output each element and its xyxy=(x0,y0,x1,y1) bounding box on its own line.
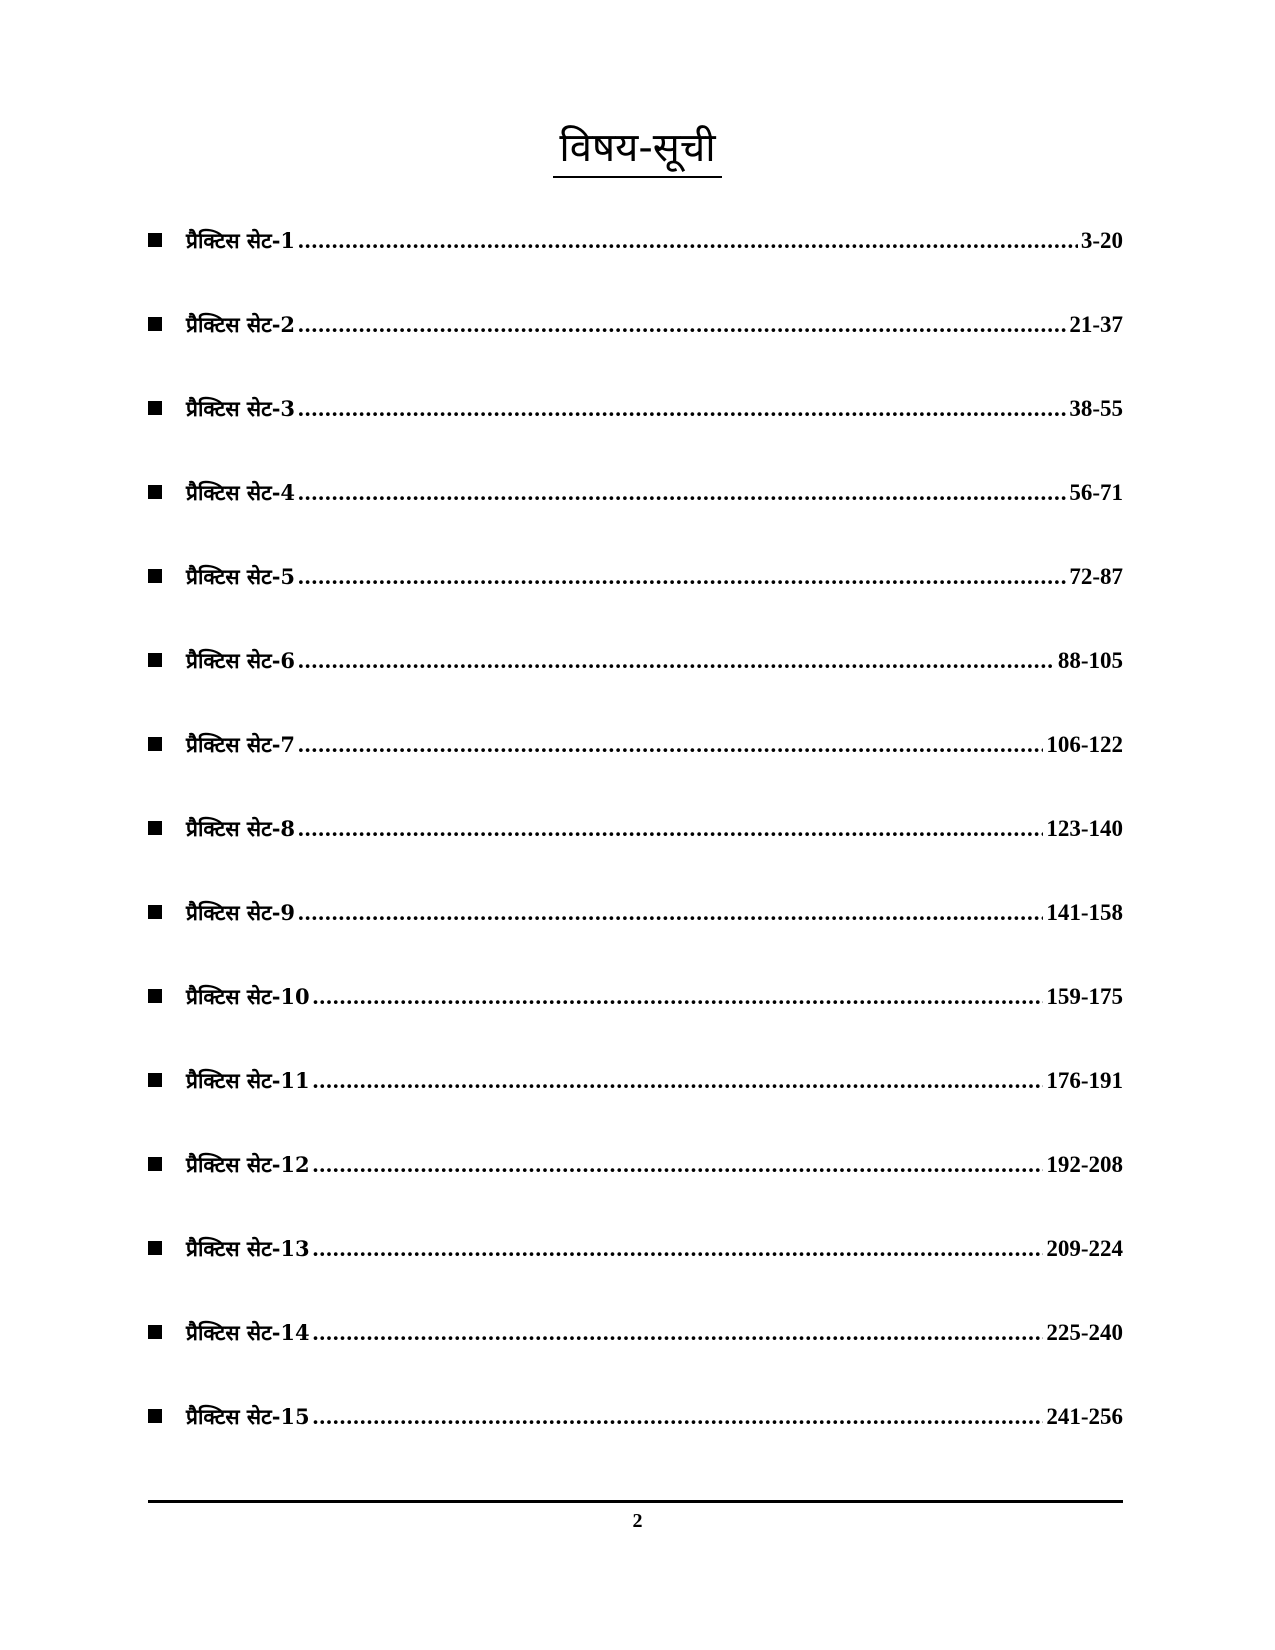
toc-entry-pages: 21-37 xyxy=(1069,312,1123,337)
square-bullet-icon xyxy=(148,1409,162,1423)
square-bullet-icon xyxy=(148,317,162,331)
square-bullet-icon xyxy=(148,1325,162,1339)
toc-entry[interactable] xyxy=(148,816,1123,900)
toc-entry-pages: 88-105 xyxy=(1057,648,1123,673)
square-bullet-icon xyxy=(148,989,162,1003)
dot-leader xyxy=(298,564,1066,590)
toc-entry-label: प्रैक्टिस सेट-1 xyxy=(186,228,296,253)
toc-entry-pages: 72-87 xyxy=(1069,564,1123,589)
dot-leader xyxy=(298,480,1066,506)
toc-entry-label: प्रैक्टिस सेट-6 xyxy=(186,648,296,673)
dot-leader xyxy=(298,648,1055,674)
toc-entry-pages: 123-140 xyxy=(1046,816,1123,841)
toc-entry-label: प्रैक्टिस सेट-14 xyxy=(186,1320,310,1345)
page-title-block xyxy=(0,122,1275,178)
toc-entry-label: प्रैक्टिस सेट-7 xyxy=(186,732,296,757)
dot-leader xyxy=(298,396,1066,422)
square-bullet-icon xyxy=(148,905,162,919)
toc-entry[interactable] xyxy=(148,1320,1123,1404)
toc-entry-pages: 141-158 xyxy=(1046,900,1123,925)
toc-entry[interactable] xyxy=(148,1404,1123,1488)
dot-leader xyxy=(313,984,1044,1010)
dot-leader xyxy=(298,312,1066,338)
footer-rule xyxy=(148,1500,1123,1503)
dot-leader xyxy=(298,900,1043,926)
toc-entry[interactable] xyxy=(148,228,1123,312)
toc-entry-pages: 176-191 xyxy=(1046,1068,1123,1093)
square-bullet-icon xyxy=(148,233,162,247)
dot-leader xyxy=(313,1320,1044,1346)
square-bullet-icon xyxy=(148,485,162,499)
toc-entry-label: प्रैक्टिस सेट-5 xyxy=(186,564,296,589)
toc-entry[interactable] xyxy=(148,312,1123,396)
toc-entry-label: प्रैक्टिस सेट-4 xyxy=(186,480,296,505)
toc-entry[interactable] xyxy=(148,564,1123,648)
toc-entry-label: प्रैक्टिस सेट-12 xyxy=(186,1152,310,1177)
toc-entry-label: प्रैक्टिस सेट-10 xyxy=(186,984,310,1009)
toc-entry[interactable] xyxy=(148,1236,1123,1320)
square-bullet-icon xyxy=(148,821,162,835)
toc-entry[interactable] xyxy=(148,984,1123,1068)
toc-entry-label: प्रैक्टिस सेट-2 xyxy=(186,312,296,337)
dot-leader xyxy=(313,1152,1044,1178)
toc-entry[interactable] xyxy=(148,1152,1123,1236)
dot-leader xyxy=(313,1068,1044,1094)
table-of-contents xyxy=(148,228,1123,1488)
dot-leader xyxy=(313,1236,1044,1262)
page-number: 2 xyxy=(632,1510,643,1532)
toc-entry-pages: 106-122 xyxy=(1046,732,1123,757)
toc-entry-label: प्रैक्टिस सेट-9 xyxy=(186,900,296,925)
square-bullet-icon xyxy=(148,737,162,751)
toc-entry[interactable] xyxy=(148,1068,1123,1152)
toc-entry[interactable] xyxy=(148,732,1123,816)
square-bullet-icon xyxy=(148,1157,162,1171)
toc-entry-pages: 209-224 xyxy=(1046,1236,1123,1261)
toc-entry[interactable] xyxy=(148,480,1123,564)
square-bullet-icon xyxy=(148,401,162,415)
square-bullet-icon xyxy=(148,653,162,667)
toc-entry[interactable] xyxy=(148,900,1123,984)
dot-leader xyxy=(298,816,1043,842)
dot-leader xyxy=(298,732,1043,758)
toc-entry-pages: 225-240 xyxy=(1046,1320,1123,1345)
toc-entry-pages: 38-55 xyxy=(1069,396,1123,421)
toc-entry-pages: 192-208 xyxy=(1046,1152,1123,1177)
toc-entry-label: प्रैक्टिस सेट-3 xyxy=(186,396,296,421)
square-bullet-icon xyxy=(148,1241,162,1255)
dot-leader xyxy=(313,1404,1044,1430)
toc-entry[interactable] xyxy=(148,648,1123,732)
square-bullet-icon xyxy=(148,569,162,583)
dot-leader xyxy=(298,228,1078,254)
toc-entry-pages: 159-175 xyxy=(1046,984,1123,1009)
square-bullet-icon xyxy=(148,1073,162,1087)
toc-entry-label: प्रैक्टिस सेट-8 xyxy=(186,816,296,841)
toc-entry-label: प्रैक्टिस सेट-15 xyxy=(186,1404,310,1429)
toc-entry-pages: 241-256 xyxy=(1046,1404,1123,1429)
toc-entry-pages: 56-71 xyxy=(1069,480,1123,505)
toc-entry-label: प्रैक्टिस सेट-11 xyxy=(186,1068,310,1093)
toc-entry-pages: 3-20 xyxy=(1080,228,1123,253)
toc-entry-label: प्रैक्टिस सेट-13 xyxy=(186,1236,310,1261)
page-title: विषय-सूची xyxy=(553,122,721,178)
toc-entry[interactable] xyxy=(148,396,1123,480)
